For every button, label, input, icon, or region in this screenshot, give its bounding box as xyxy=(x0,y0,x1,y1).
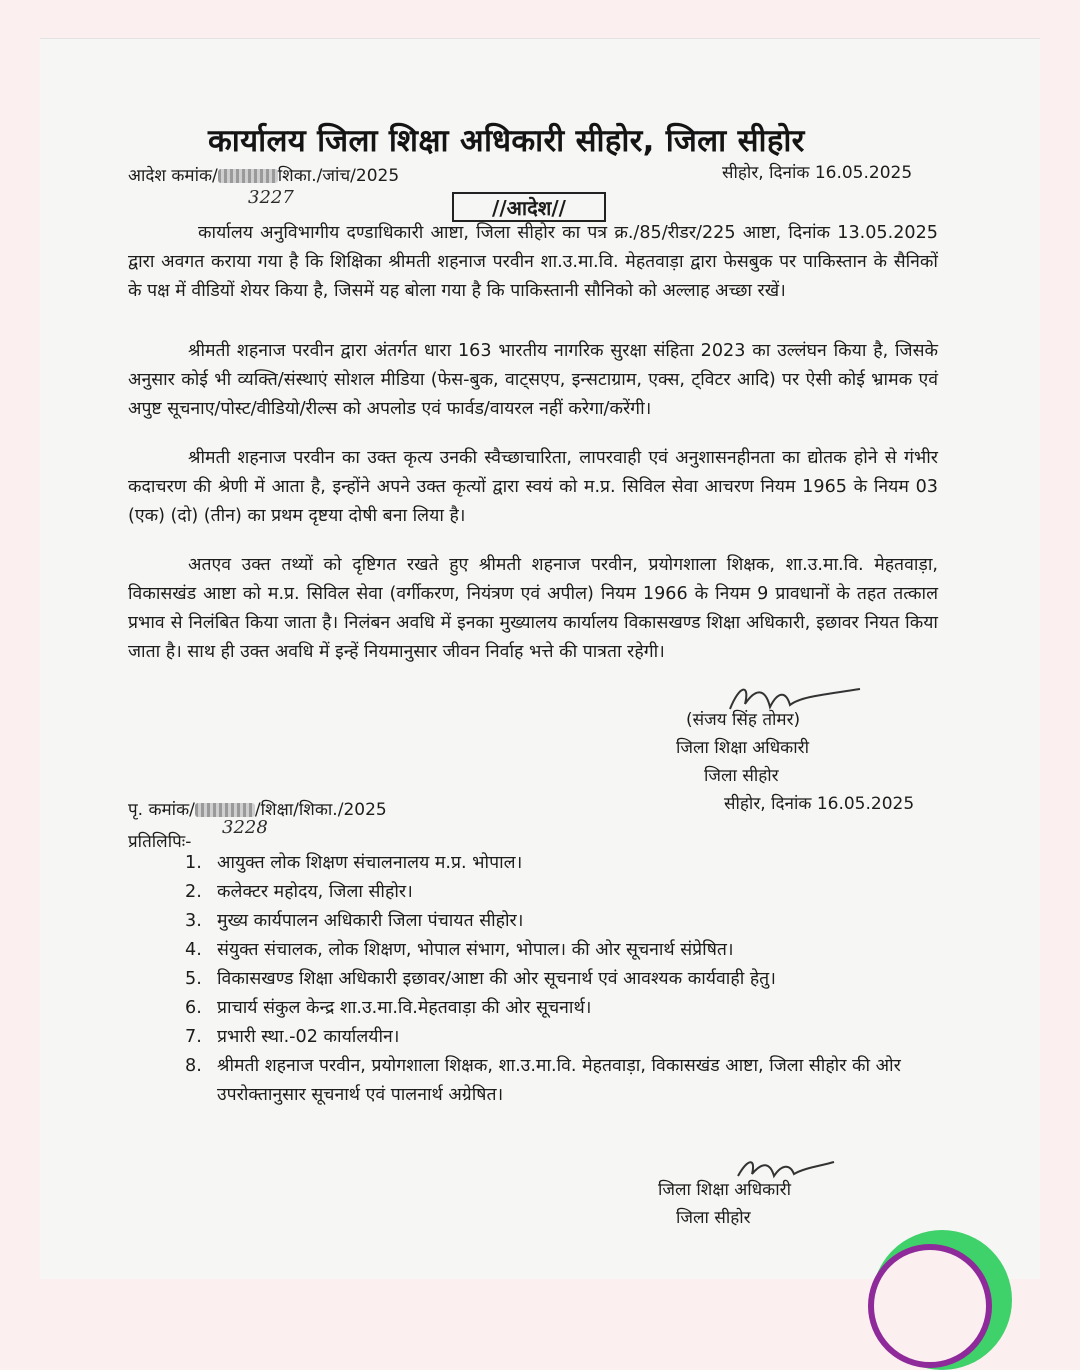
office-title: कार्यालय जिला शिक्षा अधिकारी सीहोर, जिला सीहोर xyxy=(208,123,805,159)
paragraph-2: श्रीमती शहनाज परवीन द्वारा अंतर्गत धारा 163 भारतीय नागरिक सुरक्षा संहिता 2023 का उल्लंघन किया है, जिसके अनुसार कोई भी व्यक्ति/संस्थाएं सोशल मीडिया (फेस-बुक, वाट्सएप, इन्सटाग्राम, एक्स, ट्विटर आदि) पर ऐसी कोई भ्रामक एवं अपुष्ट सूचनाए/पोस्ट/वीडियो/रील्स को अपलोड एवं फार्वड/वायरल नहीं करेगा/करेंगी। xyxy=(128,341,938,419)
copy-label: प्रतिलिपिः- xyxy=(128,832,192,852)
order-place-date: सीहोर, दिनांक 16.05.2025 xyxy=(722,163,913,183)
signatory-name: (संजय सिंह तोमर) xyxy=(686,710,801,730)
paragraph-3: श्रीमती शहनाज परवीन का उक्त कृत्य उनकी स्वैच्छाचारिता, लापरवाही एवं अनुशासनहीनता का द्योतक होने से गंभीर कदाचरण की श्रेणी में आता है, इन्होंने अपने उक्त कृत्यों द्वारा स्वयं को म.प्र. सिविल सेवा आचरण नियम 1965 के नियम 03 (एक) (दो) (तीन) का प्रथम दृष्टया दोषी बना लिया है। xyxy=(128,448,938,526)
order-number-prefix: आदेश कमांक/ xyxy=(128,166,218,186)
order-number-suffix: शिका./जांच/2025 xyxy=(277,166,400,186)
document-page xyxy=(40,38,1040,1279)
redaction-mark xyxy=(218,169,278,183)
endorsement-number-prefix: पृ. कमांक/ xyxy=(128,800,195,820)
list-item: 2. कलेक्टर महोदय, जिला सीहोर। xyxy=(185,882,413,902)
order-number-handwritten: 3227 xyxy=(248,187,294,208)
endorsement-number-suffix: /शिक्षा/शिका./2025 xyxy=(254,800,387,820)
order-number xyxy=(128,163,399,186)
floating-button-inner-icon xyxy=(868,1244,992,1368)
list-item: 7. प्रभारी स्था.-02 कार्यालयीन। xyxy=(185,1027,400,1047)
order-heading: //आदेश// xyxy=(452,192,606,222)
footer-designation: जिला शिक्षा अधिकारी xyxy=(658,1180,791,1200)
copy-list xyxy=(185,849,945,1110)
list-item: 3. मुख्य कार्यपालन अधिकारी जिला पंचायत सीहोर। xyxy=(185,911,524,931)
paragraph-1: कार्यालय अनुविभागीय दण्डाधिकारी आष्टा, जिला सीहोर का पत्र क्र./85/रीडर/225 आष्टा, दिनांक 13.05.2025 द्वारा अवगत कराया गया है कि शिक्षिका श्रीमती शहनाज परवीन शा.उ.मा.वि. मेहतवाड़ा द्वारा फेसबुक पर पाकिस्तान के सैनिकों के पक्ष में वीडियों शेयर किया है, जिसमें यह बोला गया है कि पाकिस्तानी सौनिको को अल्लाह अच्छा रखें। xyxy=(128,223,938,301)
paragraph-4: अतएव उक्त तथ्यों को दृष्टिगत रखते हुए श्रीमती शहनाज परवीन, प्रयोगशाला शिक्षक, शा.उ.मा.वि. मेहतवाड़ा, विकासखंड आष्टा को म.प्र. सिविल सेवा (वर्गीकरण, नियंत्रण एवं अपील) नियम 1966 के नियम 9 प्रावधानों के तहत तत्काल प्रभाव से निलंबित किया जाता है। निलंबन अवधि में इनका मुख्यालय कार्यालय विकासखण्ड शिक्षा अधिकारी, इछावर नियत किया जाता है। साथ ही उक्त अवधि में इन्हें नियमानुसार जीवन निर्वाह भत्ते की पात्रता रहेगी। xyxy=(128,555,938,662)
list-item: 6. प्राचार्य संकुल केन्द्र शा.उ.मा.वि.मेहतवाड़ा की ओर सूचनार्थ। xyxy=(185,998,592,1018)
redaction-mark xyxy=(195,803,255,817)
list-item: 5. विकासखण्ड शिक्षा अधिकारी इछावर/आष्टा की ओर सूचनार्थ एवं आवश्यक कार्यवाही हेतु। xyxy=(185,969,776,989)
signature-place-date: सीहोर, दिनांक 16.05.2025 xyxy=(724,794,915,814)
list-item: 1. आयुक्त लोक शिक्षण संचालनालय म.प्र. भोपाल। xyxy=(185,853,523,873)
signatory-designation: जिला शिक्षा अधिकारी xyxy=(676,738,809,758)
list-item: 4. संयुक्त संचालक, लोक शिक्षण, भोपाल संभाग, भोपाल। की ओर सूचनार्थ संप्रेषित। xyxy=(185,940,734,960)
list-item: 8. श्रीमती शहनाज परवीन, प्रयोगशाला शिक्षक, शा.उ.मा.वि. मेहतवाड़ा, विकासखंड आष्टा, जिला सीहोर की ओर उपरोक्तानुसार सूचनार्थ एवं पालनार्थ अग्रेषित। xyxy=(185,1056,901,1105)
signatory-district: जिला सीहोर xyxy=(704,766,779,786)
footer-district: जिला सीहोर xyxy=(676,1208,751,1228)
endorsement-number-handwritten: 3228 xyxy=(222,817,268,838)
